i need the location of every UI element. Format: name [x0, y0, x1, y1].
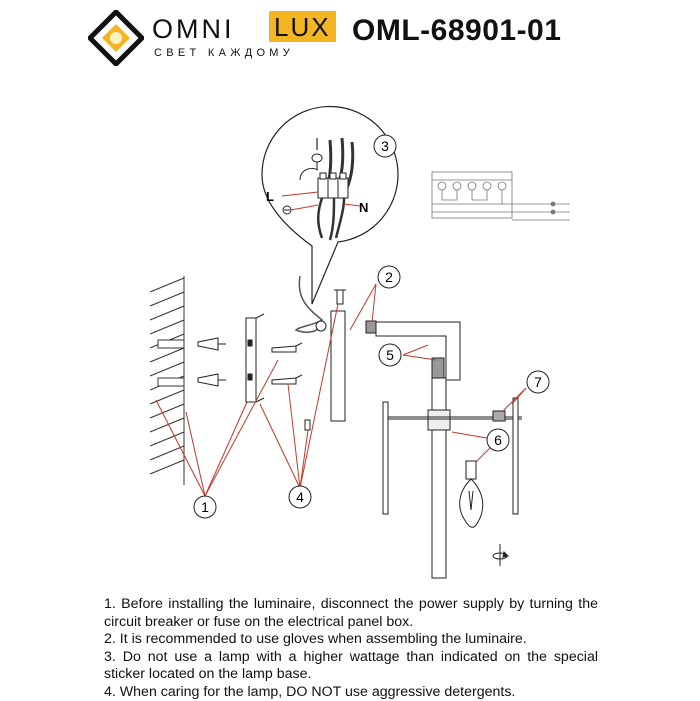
wall-plug-icon — [198, 338, 226, 386]
svg-text:7: 7 — [534, 374, 542, 390]
callout-7 — [527, 371, 549, 393]
terminal-block — [318, 173, 348, 198]
model-number: OML-68901-01 — [352, 14, 561, 48]
screwdriver-icon — [312, 138, 322, 170]
callout-3 — [374, 135, 396, 157]
bottom-screw-icon — [305, 420, 310, 430]
candle-bulb-icon — [460, 461, 483, 527]
top-screw-icon — [334, 290, 346, 304]
callout-2 — [378, 266, 400, 288]
instruction-item: 4. When caring for the lamp, DO NOT use aggressive detergents. — [104, 684, 598, 701]
instruction-item: 1. Before installing the luminaire, disconnect the power supply by turning the circuit breaker or fuse on the electrical panel box. — [104, 596, 598, 631]
callout-1 — [194, 496, 216, 518]
svg-text:5: 5 — [386, 347, 394, 363]
connector-icon — [316, 321, 326, 331]
brand-lux: LUX — [269, 11, 336, 42]
wire-label-live: L — [266, 189, 274, 204]
callout-4 — [289, 486, 311, 508]
mounting-bracket — [246, 314, 264, 402]
safety-instructions — [104, 596, 598, 701]
callout-5 — [379, 344, 401, 366]
brand-omni: OMNI — [152, 14, 235, 45]
svg-text:1: 1 — [201, 499, 209, 515]
lamp-body — [383, 378, 522, 578]
wire-label-neutral: N — [359, 200, 368, 215]
instruction-item: 2. It is recommended to use gloves when assembling the luminaire. — [104, 631, 598, 649]
callout-6 — [487, 429, 509, 451]
svg-text:4: 4 — [296, 489, 304, 505]
wiring-schematic — [432, 172, 570, 220]
svg-text:6: 6 — [494, 432, 502, 448]
svg-text:3: 3 — [381, 138, 389, 154]
brand-tagline: СВЕТ КАЖДОМУ — [154, 47, 294, 59]
ground-icon — [283, 206, 291, 214]
terminal-detail-bubble — [262, 106, 398, 304]
instruction-item: 3. Do not use a lamp with a higher wattage than indicated on the special sticker located on the lamp base. — [104, 649, 598, 684]
rotate-icon — [493, 544, 508, 566]
wall-hatching — [150, 276, 184, 485]
svg-text:2: 2 — [385, 269, 393, 285]
